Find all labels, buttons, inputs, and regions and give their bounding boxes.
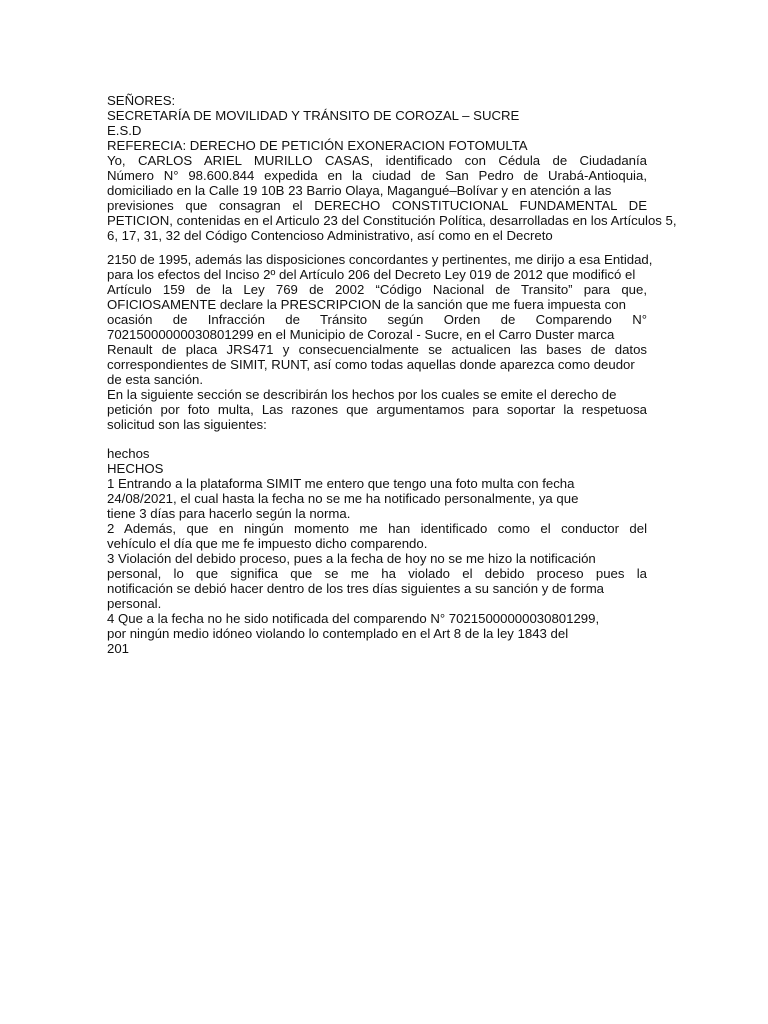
petition-body [107,252,653,432]
text-line: previsiones que consagran el DERECHO CONSTITUCIONAL FUNDAMENTAL DE [107,198,647,213]
text-line: 24/08/2021, el cual hasta la fecha no se me ha notificado personalmente, ya que [107,491,579,506]
text-line: En la siguiente sección se describirán los hechos por los cuales se emite el derecho de [107,387,617,402]
text-line: correspondientes de SIMIT, RUNT, así como todas aquellas donde aparezca como deudor [107,357,635,372]
text-line: 6, 17, 31, 32 del Código Contencioso Administrativo, así como en el Decreto [107,228,553,243]
text-line: E.S.D [107,123,142,138]
text-line: Artículo 159 de la Ley 769 de 2002 “Código Nacional de Transito” para que, [107,282,647,297]
text-line: OFICIOSAMENTE declare la PRESCRIPCION de la sanción que me fuera impuesta con [107,297,626,312]
text-line: por ningún medio idóneo violando lo contemplado en el Art 8 de la ley 1843 del [107,626,569,641]
text-line: ocasión de Infracción de Tránsito según Orden de Comparendo N° [107,312,647,327]
text-line: tiene 3 días para hacerlo según la norma. [107,506,351,521]
letter-header-and-intro [107,93,677,243]
facts-section [107,446,647,656]
text-line: Número N° 98.600.844 expedida en la ciudad de San Pedro de Urabá-Antioquia, [107,168,647,183]
text-line: personal. [107,596,162,611]
text-line: hechos [107,446,150,461]
text-line: 3 Violación del debido proceso, pues a la fecha de hoy no se me hizo la notificación [107,551,596,566]
text-line: 2 Además, que en ningún momento me han identificado como el conductor del [107,521,647,536]
text-line: 1 Entrando a la plataforma SIMIT me entero que tengo una foto multa con fecha [107,476,575,491]
text-line: SECRETARÍA DE MOVILIDAD Y TRÁNSITO DE COROZAL – SUCRE [107,108,520,123]
text-line: de esta sanción. [107,372,204,387]
text-line: 2150 de 1995, además las disposiciones concordantes y pertinentes, me dirijo a esa Entidad, [107,252,653,267]
text-line: 201 [107,641,130,656]
text-line: 70215000000030801299 en el Municipio de Corozal - Sucre, en el Carro Duster marca [107,327,615,342]
text-line: solicitud son las siguientes: [107,417,267,432]
text-line: REFERECIA: DERECHO DE PETICIÓN EXONERACION FOTOMULTA [107,138,528,153]
text-line: PETICION, contenidas en el Articulo 23 del Constitución Política, desarrolladas en los Artículos 5, [107,213,677,228]
text-line: vehículo el día que me fe impuesto dicho comparendo. [107,536,428,551]
text-line: personal, lo que significa que se me ha violado el debido proceso pues la [107,566,647,581]
text-line: HECHOS [107,461,164,476]
text-line: 4 Que a la fecha no he sido notificada del comparendo N° 70215000000030801299, [107,611,600,626]
text-line: para los efectos del Inciso 2º del Artículo 206 del Decreto Ley 019 de 2012 que modificó el [107,267,636,282]
text-line: Renault de placa JRS471 y consecuencialmente se actualicen las bases de datos [107,342,647,357]
text-line: SEÑORES: [107,93,176,108]
text-line: Yo, CARLOS ARIEL MURILLO CASAS, identificado con Cédula de Ciudadanía [107,153,647,168]
text-line: notificación se debió hacer dentro de los tres días siguientes a su sanción y de forma [107,581,605,596]
text-line: petición por foto multa, Las razones que argumentamos para soportar la respetuosa [107,402,647,417]
text-line: domiciliado en la Calle 19 10B 23 Barrio Olaya, Magangué–Bolívar y en atención a las [107,183,612,198]
